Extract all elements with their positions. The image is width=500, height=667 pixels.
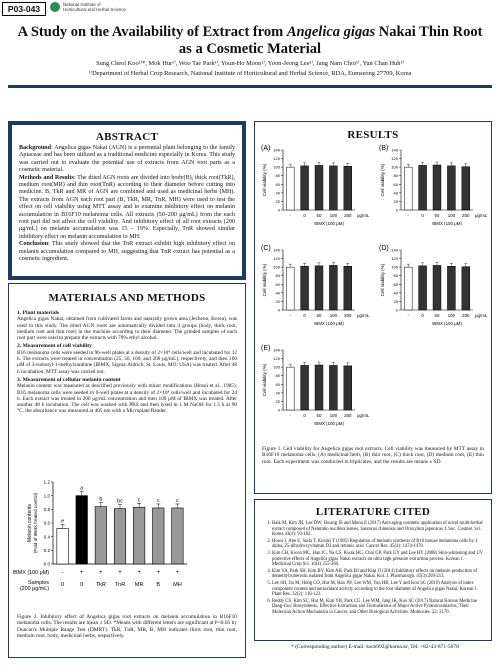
figure-1-caption: Figure 1. Cell viability for Angelica gigas root extracts. Cell viability was measured by MTT assay in B16F10 melanoma cells. (A) medicinal herb, (B) thin root, (C) thick root, (D) medium root, (E) thin root. Each experiment was conducted in triplicates, and the results are means ± SD. xyxy=(262,446,484,465)
x-tick-label: MR xyxy=(134,582,144,588)
x-axis-label: IBMX (100 μM) xyxy=(432,221,462,226)
x-tick-label: MH xyxy=(173,582,182,588)
y-tick-label: 40 xyxy=(275,190,280,196)
y-axis-label: Cell viability (%) xyxy=(262,263,267,297)
ibmx-sign: + xyxy=(79,570,84,576)
x-tick-label: 0 xyxy=(303,213,306,218)
header-divider xyxy=(8,85,492,88)
x-tick-label: - xyxy=(289,213,291,218)
y-tick-label: 80 xyxy=(393,173,398,179)
x-tick-label: 0 xyxy=(421,213,424,218)
x-tick-label: 0 xyxy=(303,413,306,418)
y-axis-label: Cell viability (%) xyxy=(380,263,385,297)
bar xyxy=(57,528,68,564)
y-tick-label: 120 xyxy=(273,256,280,262)
bar xyxy=(315,365,323,410)
methods-s3-text: Melanin content was measured as described previously with minor modifications (Hosoi et al., 1985). B16 melanoma cells were seeded in 6-well plates at a density of 2×10⁴ cells/well and incubated for 24 h. Each extract was treated in 200 μg/mL concentration and then 100 μM of IBMX was treated. After another 48 h incubation. The cell was washed with PBS and then lysed in 1 M NaOH for 1.5 h at 90 °C. the absorbance was measured at 405 nm with a Microplate Reader. xyxy=(17,383,237,415)
y-axis-label: Melanin contents xyxy=(27,504,33,542)
bar xyxy=(286,267,294,310)
bar xyxy=(301,266,309,310)
reference-item: 6. Reddy CS, Kim SC, Hur M, Kim YB, Park CG, Lee WM, Jang JK, Koo SC (2017) Natural Korean Medicine Dang-Gui: Biosynthesis, Effective Extraction and Formulations of Major Active Pyranocoumarins, Their Molecular Action Mechanism in Cancer, and Other Biological Activities. Molecules. 22: 2170. xyxy=(272,599,483,616)
poster-title: A Study on the Availability of Extract from Angelica gigas Nakai Thin Root as a Cosmetic Material xyxy=(17,24,483,57)
y-tick-label: 0.8 xyxy=(43,506,50,512)
y-tick-label: 0.2 xyxy=(43,547,50,553)
methods-s3-title: 3. Measurement of cellular melanin content xyxy=(17,376,121,383)
x-tick-label: TkR xyxy=(95,582,106,588)
bar xyxy=(404,267,412,310)
x-tick-label: 200 xyxy=(344,313,352,318)
x-tick-label: 50 xyxy=(316,213,322,218)
y-tick-label: 0 xyxy=(277,407,280,413)
bar xyxy=(329,365,337,410)
viability-chart-c xyxy=(261,245,370,326)
leaf-logo-icon xyxy=(50,2,60,12)
y-tick-label: 0.6 xyxy=(43,520,50,526)
logo-text-line2: Horticultural and Herbal Science xyxy=(63,7,126,12)
x-tick-label: 50 xyxy=(434,313,440,318)
literature-panel xyxy=(254,499,492,641)
bar xyxy=(344,166,352,210)
y-tick-label: 100 xyxy=(391,164,398,170)
x-tick-label: 100 xyxy=(329,313,338,318)
bar xyxy=(433,165,441,210)
reference-item: 1. Baik M, Kim JH, Lee DW, Hwang JS and Moon E (2017) Anti-aging cosmetic application of novel multi-herbal extract composed of Nelumbo nucifera leaves, Saururus chinensis and Oroxylum japonicas J. Soc. Cosmet. Sci. Korea 43(2): 93-102. xyxy=(272,521,483,538)
y-tick-label: 20 xyxy=(393,298,398,304)
y-tick-label: 140 xyxy=(273,347,280,353)
x-tick-label: 50 xyxy=(434,213,440,218)
x-tick-label: 50 xyxy=(316,313,322,318)
x-tick-label: 0 xyxy=(80,582,84,588)
poster-id: P03-043 xyxy=(2,2,46,16)
y-tick-label: 100 xyxy=(273,364,280,370)
y-tick-label: 120 xyxy=(273,156,280,162)
x-tick-label: 0 xyxy=(303,313,306,318)
y-tick-label: 140 xyxy=(273,247,280,253)
bar xyxy=(433,265,441,310)
y-tick-label: 120 xyxy=(391,156,398,162)
ibmx-sign: + xyxy=(118,570,122,576)
panel-label: (C) xyxy=(261,245,271,252)
y-tick-label: 100 xyxy=(273,264,280,270)
y-tick-label: 60 xyxy=(275,181,280,187)
x-tick-label: 200 xyxy=(344,213,352,218)
y-tick-label: 40 xyxy=(393,290,398,296)
x-tick-label: - xyxy=(407,213,409,218)
methods-text xyxy=(9,310,245,415)
bar xyxy=(114,509,125,564)
panel-label: (B) xyxy=(379,145,389,152)
x-tick-label: TnR xyxy=(114,582,126,588)
bar xyxy=(153,508,164,564)
y-tick-label: 1.0 xyxy=(43,493,50,499)
y-tick-label: 0 xyxy=(277,207,280,213)
significance-letter: c xyxy=(176,497,179,504)
bar xyxy=(329,265,337,310)
bar xyxy=(329,166,337,210)
methods-panel xyxy=(8,283,246,658)
x-axis-label: IBMX (100 μM) xyxy=(432,321,462,326)
ibmx-sign: + xyxy=(156,570,161,576)
y-tick-label: 0.0 xyxy=(43,561,50,567)
methods-s1-text: Angelica gigas Nakai, obtained from cultivated farms and naturally grown area (Jecheon, Korea), was used in this study. The dried AGN roots are automatically divided into 4 groups (body, thick root, medium root and thin root) in the machine according to their diameter. The grinded samples of each root part were used to prepare the extracts with 70% ethyl alcohol. xyxy=(17,316,237,342)
y-axis-label: Cell viability (%) xyxy=(262,363,267,397)
methods-s2-text: B16 melanoma cells were seeded in 96-well plates at a density of 2×10⁴ cells/well and incubated for 12 h. The extracts were treated in concentration (25, 50, 100, and 200 μg/mL), respectively, and then 100 μM of 3-isobutyl-1-methylxanthine (IBMX, Sigma-Aldrich, St. Louis, MO, USA) was treated. After 48 h incubation, MTT assay was carried out. xyxy=(17,349,237,375)
logo-text-line1: National Institute of xyxy=(63,2,101,7)
significance-letter: c xyxy=(156,497,160,504)
abstract-panel xyxy=(8,121,246,280)
abstract-text: Background: Angelica gigas Nakai (AGN) is a perennial plant belonging to the family Apiaceae and has been utilized as a traditional medicine especially in Korea. This study was carried out to evaluate the potential use of extracts from AGN root parts as a cosmetic material. Methods and Results: The dried AGN roots are divided into body(B), thick root(TkR), medium root(MR) and thin root(TnR) according to their diameter before cutting into medicine. B, TkR and MR of AGN are combined and used as medicinal herbs (MH). The extracts from AGN each root part (B, TkR, MR, TnR, MH) were used to test the effect on cell viability using MTT assay and to examine inhibitory effect on melanin accumulation in B16F10 melanoma cells. All extracts (50–200 μg/mL) from the each root part did not affect the cell viability. And inhibitory effect of all root extracts (200 μg/mL) on melanin accumulation was 15 – 19%. Especially, TnR showed similar inhibitory effect on melanin accumulation to MH. Conclusion: This study showed that the TnR extract exhibit high inhibitory effect on melanin accumulation compared to MH, suggesting that TnR extract has potential as a cosmetic ingredient. xyxy=(19,145,236,263)
y-tick-label: 0 xyxy=(395,307,398,313)
y-tick-label: 80 xyxy=(275,173,280,179)
ibmx-sign: + xyxy=(99,570,103,576)
y-tick-label: 140 xyxy=(391,147,398,153)
significance-letter: e xyxy=(61,518,65,525)
ibmx-sign: + xyxy=(175,570,180,576)
significance-letter: b xyxy=(99,496,103,503)
y-axis-label: Cell viability (%) xyxy=(380,163,385,197)
bar xyxy=(462,167,470,210)
x-tick-label: 100 xyxy=(447,313,456,318)
viability-chart-e xyxy=(261,345,370,426)
y-tick-label: 120 xyxy=(273,356,280,362)
y-tick-label: 40 xyxy=(275,290,280,296)
unit-label: μg/mL xyxy=(357,213,370,218)
y-tick-label: 80 xyxy=(275,273,280,279)
y-tick-label: 60 xyxy=(393,281,398,287)
y-tick-label: 40 xyxy=(393,190,398,196)
x-tick-label: 200 xyxy=(462,213,470,218)
y-tick-label: 100 xyxy=(273,164,280,170)
x-axis-label: IBMX (100 μM) xyxy=(314,421,344,426)
bar xyxy=(286,367,294,410)
ibmx-sign: - xyxy=(61,570,64,576)
panel-label: (D) xyxy=(379,245,389,252)
viability-chart-b xyxy=(379,145,488,226)
x-tick-label: - xyxy=(407,313,409,318)
bar xyxy=(315,165,323,210)
reference-list xyxy=(255,521,491,616)
figure-1-cell-viability-charts xyxy=(255,142,491,446)
y-tick-label: 20 xyxy=(275,198,280,204)
bar xyxy=(404,167,412,210)
y-tick-label: 0 xyxy=(277,307,280,313)
bar xyxy=(462,267,470,310)
figure-2-melanin-chart xyxy=(9,474,245,602)
bar xyxy=(344,266,352,310)
y-tick-label: 20 xyxy=(275,398,280,404)
bar xyxy=(447,266,455,310)
x-axis-label: IBMX (100 μM) xyxy=(314,221,344,226)
unit-label: μg/mL xyxy=(475,213,488,218)
x-tick-label: B xyxy=(156,582,161,588)
x-tick-label: 100 xyxy=(447,213,456,218)
literature-heading: LITERATURE CITED xyxy=(315,506,431,518)
panel-label: (A) xyxy=(261,145,271,152)
viability-chart-a xyxy=(261,145,370,226)
significance-letter: a xyxy=(80,485,84,492)
bar xyxy=(133,507,144,564)
y-tick-label: 60 xyxy=(275,381,280,387)
methods-s2-title: 2. Measurement of cell viability xyxy=(17,343,92,350)
y-tick-label: 80 xyxy=(393,273,398,279)
results-heading: RESULTS xyxy=(347,129,399,141)
x-tick-label: 0 xyxy=(421,313,424,318)
bar xyxy=(286,167,294,210)
bar xyxy=(95,507,106,564)
reference-item: 5. Lee SH, Jin M, Hong CO, Hur M, Han JW, Lee WM, Yun HB, Lee Y and Koo SC (2019) Analysis of index component content and antioxidant activity according to the root diameter of Angelica gigas Nakai. Korean J. Plant Res. 32(2): 116-123. xyxy=(272,581,483,598)
bar xyxy=(172,508,183,564)
bar xyxy=(301,166,309,210)
y-axis-label: Cell viability (%) xyxy=(262,163,267,197)
reference-item: 2. Hosoi J, Abe E, Suda T, Kuroki T (1985) Regulation of melanin synthesis of B16 mouse melanoma cells by 1 alpha, 25-dihydroxyvitamin D3 and retinoic acid. Cancer Res. 45(4): 1474-1478. xyxy=(272,539,483,550)
methods-s1-title: 1. Plant materials xyxy=(17,310,60,316)
samples-label: Samples xyxy=(28,580,49,586)
unit-label: μg/mL xyxy=(357,413,370,418)
y-tick-label: 60 xyxy=(393,181,398,187)
bar xyxy=(301,365,309,410)
samples-label-sub: (200 μg/mL) xyxy=(19,586,49,592)
panel-label: (E) xyxy=(261,345,271,352)
bar xyxy=(447,166,455,210)
y-tick-label: 1.2 xyxy=(43,479,50,485)
y-tick-label: 60 xyxy=(275,281,280,287)
significance-letter: bc xyxy=(117,498,123,505)
reference-item: 3. Kim CH, Kwon MC, Han JC, Na CS, Kwak HG, Choi GP, Park UY and Lee HY (2008) Skin-whitening and UV protective effects of Angelica gigas Nakai extracts on ultra high pressure extraction process. Korean J. Medicinal Crop Sci. 16(4) 255-260. xyxy=(272,551,483,568)
x-tick-label: - xyxy=(289,313,291,318)
correspondence: * (Corresponding author) E-mail: kscb992@korea.kr, Tel: +82-43-871-5678 xyxy=(291,644,459,650)
unit-label: μg/mL xyxy=(357,313,370,318)
figure-2-caption: Figure 2. Inhibitory effect of Angelica gigas root extracts on melanin accumulation in B16F10 melanoma cells. The results are mean ± SD. *Means with different letters are significant at P<0.05 by Duncan's Multiple Range Test (DMRT). TkR, TnR, MR, B, MH indicates thick root, thin root, medium root, body, medicinal herbs, respectively. xyxy=(17,614,237,640)
x-tick-label: 100 xyxy=(329,213,338,218)
bar xyxy=(76,496,87,564)
y-tick-label: 0.4 xyxy=(43,534,50,540)
reference-item: 4. Kim YA, Park SH, Kim BY, Kim AH, Park BJ and Kim JJ (2014) Inhibitory effects on melanin production of demethylsuberosin isolated from Angelica gigas Nakai. Kor. J. Pharmacogn. 45(3):209-213. xyxy=(272,569,483,580)
authors: Sung Cheol Koo¹⁾*, Mok Hur¹⁾, Woo Tae Park¹⁾, Youn-Ho Moon¹⁾, Yoon-Jeong Lee¹⁾, Jang Nam Choi¹⁾, Yun Chan Huh¹⁾ xyxy=(96,60,404,67)
institute-logo xyxy=(50,2,126,12)
x-tick-label: 0 xyxy=(61,582,65,588)
ibmx-label: IBMX (100 μM) xyxy=(12,570,49,576)
y-axis-label-sub: (Fold of IBMX treated control) xyxy=(33,492,38,554)
abstract-heading: ABSTRACT xyxy=(95,131,159,143)
y-tick-label: 40 xyxy=(275,390,280,396)
affiliation: ¹⁾Department of Herbal Crop Research, National Institute of Horticultural and Herbal Science, RDA, Eumseong 27709, Korea xyxy=(88,70,412,77)
bar xyxy=(344,366,352,410)
y-tick-label: 20 xyxy=(275,298,280,304)
bar xyxy=(419,165,427,210)
x-tick-label: - xyxy=(289,413,291,418)
significance-letter: c xyxy=(137,497,141,504)
x-tick-label: 100 xyxy=(329,413,338,418)
bar xyxy=(315,266,323,310)
x-tick-label: 200 xyxy=(462,313,470,318)
y-tick-label: 120 xyxy=(391,256,398,262)
ibmx-sign: + xyxy=(137,570,141,576)
results-panel xyxy=(254,121,492,494)
viability-chart-d xyxy=(379,245,488,326)
bar xyxy=(419,266,427,310)
y-tick-label: 100 xyxy=(391,264,398,270)
unit-label: μg/mL xyxy=(475,313,488,318)
y-tick-label: 80 xyxy=(275,373,280,379)
y-tick-label: 0 xyxy=(395,207,398,213)
x-tick-label: 50 xyxy=(316,413,322,418)
y-tick-label: 140 xyxy=(273,147,280,153)
y-tick-label: 20 xyxy=(393,198,398,204)
x-tick-label: 200 xyxy=(344,413,352,418)
x-axis-label: IBMX (100 μM) xyxy=(314,321,344,326)
methods-heading: MATERIALS AND METHODS xyxy=(48,292,206,304)
y-tick-label: 140 xyxy=(391,247,398,253)
